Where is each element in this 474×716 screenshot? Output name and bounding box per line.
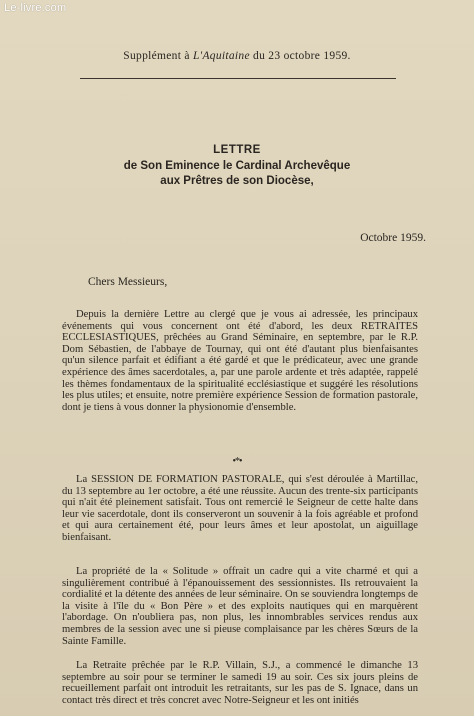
site-watermark: Le-livre.com — [4, 2, 67, 14]
paragraph-retreats: Depuis la dernière Lettre au clergé que je vous ai adressée, les principaux événements qui vous concernent ont été d'abord, les deux RETRAITES ECCLESIASTIQUES, prêchées au Grand Séminaire, en septembre, par le R.P. Dom Sébastien, de l'abbaye de Tournay, qui ont été d'autant plus bienfaisantes qu'un silence parfait et édifiant a été gardé et que le prédicateur, avec une grande expérience des âmes sacerdotales, a, par une parole ardente et très adaptée, rappelé les thèmes fondamentaux de la spiritualité ecclésiastique et suggéré les résolutions les plus utiles; et ensuite, notre première expérience Session de formation pastorale, dont je tiens à vous donner la physionomie d'ensemble. — [62, 309, 418, 413]
section-ornament: •*• — [232, 456, 242, 467]
supplement-suffix: du 23 octobre 1959. — [249, 50, 351, 62]
letter-author: de Son Eminence le Cardinal Archevêque — [123, 160, 351, 172]
paragraph-retraite: La Retraite prêchée par le R.P. Villain, S.J., a commencé le dimanche 13 septembre au soir pour se terminer le samedi 19 au soir. Ces six jours pleins de recueillement parfait ont introduit les retraitants, sur les pas de S. Ignace, dans un contact très direct et très concret avec Notre-Seigneur et les ont initiés — [62, 660, 418, 706]
supplement-prefix: Supplément à — [123, 50, 193, 62]
paragraph-solitude: La propriété de la « Solitude » offrait un cadre qui a vite charmé et qui a singulièrement contribué à l'épanouissement des sessionnistes. Ils retrouvaient la cordialité et la détente des années de leur séminaire. On se souviendra longtemps de la visite à l'île du « Bon Père » et des exploits nautiques qui en marquèrent l'abordage. On n'oubliera pas, non plus, les innombrables services rendus aux membres de la session avec une si pieuse complaisance par les chères Sœurs de la Sainte Famille. — [62, 566, 418, 647]
salutation: Chers Messieurs, — [88, 276, 168, 288]
paragraph-session: La SESSION DE FORMATION PASTORALE, qui s'est déroulée à Martillac, du 13 septembre au 1er octobre, a été une réussite. Aucun des trente-six participants qui n'ait été pleinement satisfait. Tous ont remercié le Seigneur de cette halte dans leur vie sacerdotale, dont ils conserveront un souvenir à la fois agréable et profond et qui aura certainement été, pour leurs âmes et leur apostolat, un aiguillage bienfaisant. — [62, 474, 418, 543]
newspaper-name: L'Aquitaine — [192, 50, 250, 62]
supplement-line — [0, 50, 474, 62]
letter-recipients: aux Prêtres de son Diocèse, — [160, 175, 314, 187]
letter-date: Octobre 1959. — [360, 232, 426, 244]
letter-title: LETTRE — [213, 144, 261, 156]
header-rule — [80, 78, 396, 79]
